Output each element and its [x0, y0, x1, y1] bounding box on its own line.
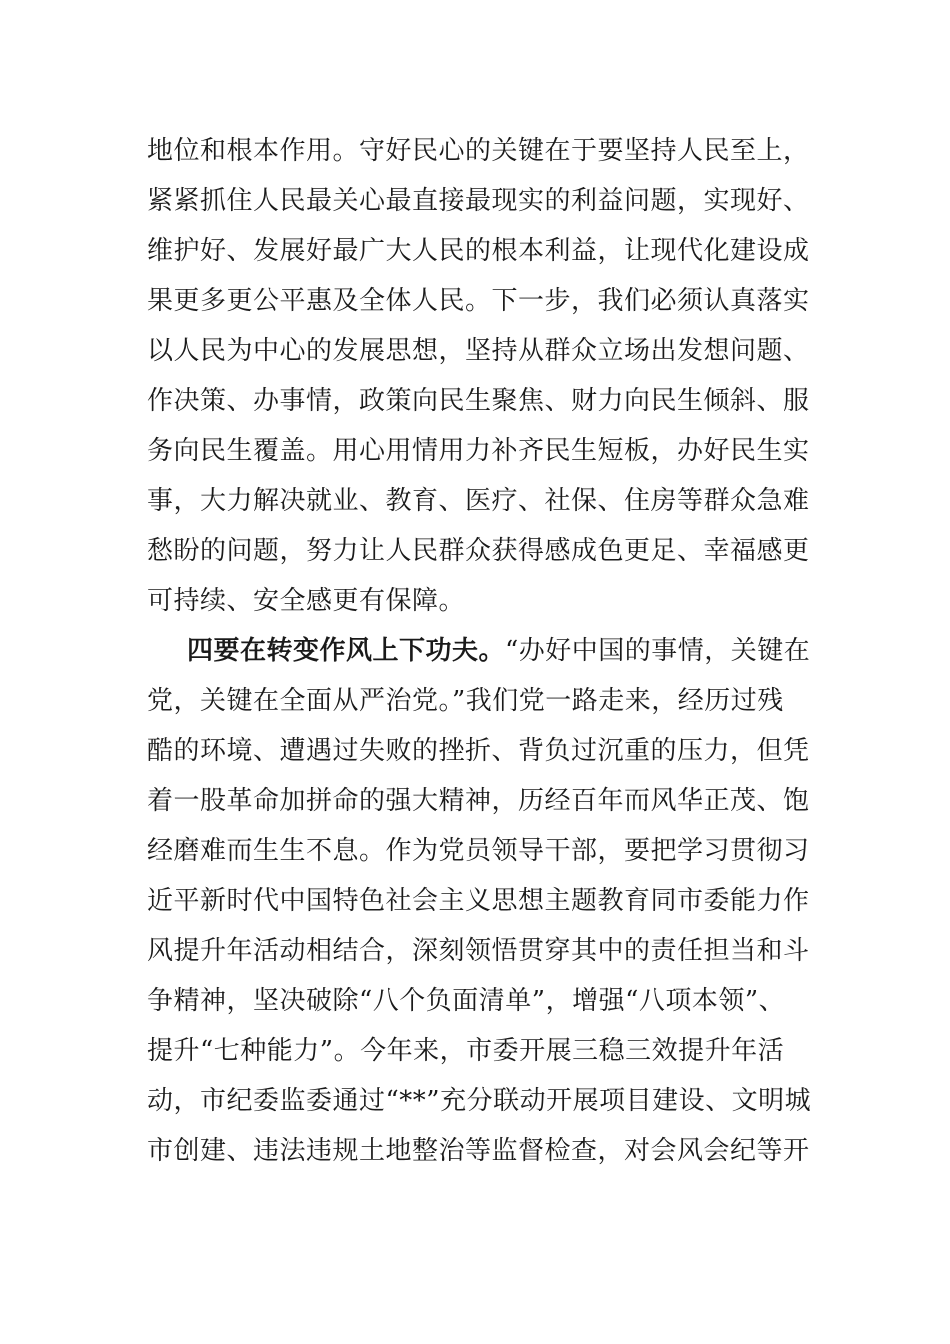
paragraph-line: 地位和根本作用。守好民心的关键在于要坚持人民至上， [147, 136, 810, 166]
paragraph-line: 紧紧抓住人民最关心最直接最现实的利益问题，实现好、 [147, 186, 810, 216]
paragraph-line: 作决策、办事情，政策向民生聚焦、财力向民生倾斜、服 [147, 386, 810, 416]
paragraph-line: 争精神，坚决破除“八个负面清单”，增强“八项本领”、 [147, 986, 786, 1016]
paragraph-line: 市创建、违法违规土地整治等监督检查，对会风会纪等开 [147, 1136, 810, 1166]
paragraph-line: 以人民为中心的发展思想，坚持从群众立场出发想问题、 [147, 336, 810, 366]
paragraph-line: 近平新时代中国特色社会主义思想主题教育同市委能力作 [147, 886, 810, 916]
paragraph-line: 务向民生覆盖。用心用情用力补齐民生短板，办好民生实 [147, 436, 810, 466]
paragraph-line: 可持续、安全感更有保障。 [147, 586, 466, 616]
paragraph-line: 着一股革命加拼命的强大精神，历经百年而风华正茂、饱 [147, 786, 810, 816]
paragraph-line: 提升“七种能力”。今年来，市委开展三稳三效提升年活 [147, 1036, 785, 1066]
paragraph-heading: 四要在转变作风上下功夫。 [187, 636, 506, 666]
paragraph-line-rest: “办好中国的事情，关键在 [505, 636, 811, 666]
paragraph-line: 党，关键在全面从严治党。”我们党一路走来，经历过残 [147, 686, 784, 716]
paragraph-line: 果更多更公平惠及全体人民。下一步，我们必须认真落实 [147, 286, 810, 316]
paragraph-line: 动，市纪委监委通过“**”充分联动开展项目建设、文明城 [147, 1086, 812, 1116]
paragraph-line: 维护好、发展好最广大人民的根本利益，让现代化建设成 [147, 236, 810, 266]
paragraph-line: 经磨难而生生不息。作为党员领导干部，要把学习贯彻习 [147, 836, 810, 866]
paragraph-line: 事，大力解决就业、教育、医疗、社保、住房等群众急难 [147, 486, 810, 516]
paragraph-first-line [187, 631, 810, 671]
paragraph-line: 风提升年活动相结合，深刻领悟贯穿其中的责任担当和斗 [147, 936, 810, 966]
paragraph-line: 愁盼的问题，努力让人民群众获得感成色更足、幸福感更 [147, 536, 810, 566]
paragraph-line: 酷的环境、遭遇过失败的挫折、背负过沉重的压力，但凭 [147, 736, 810, 766]
